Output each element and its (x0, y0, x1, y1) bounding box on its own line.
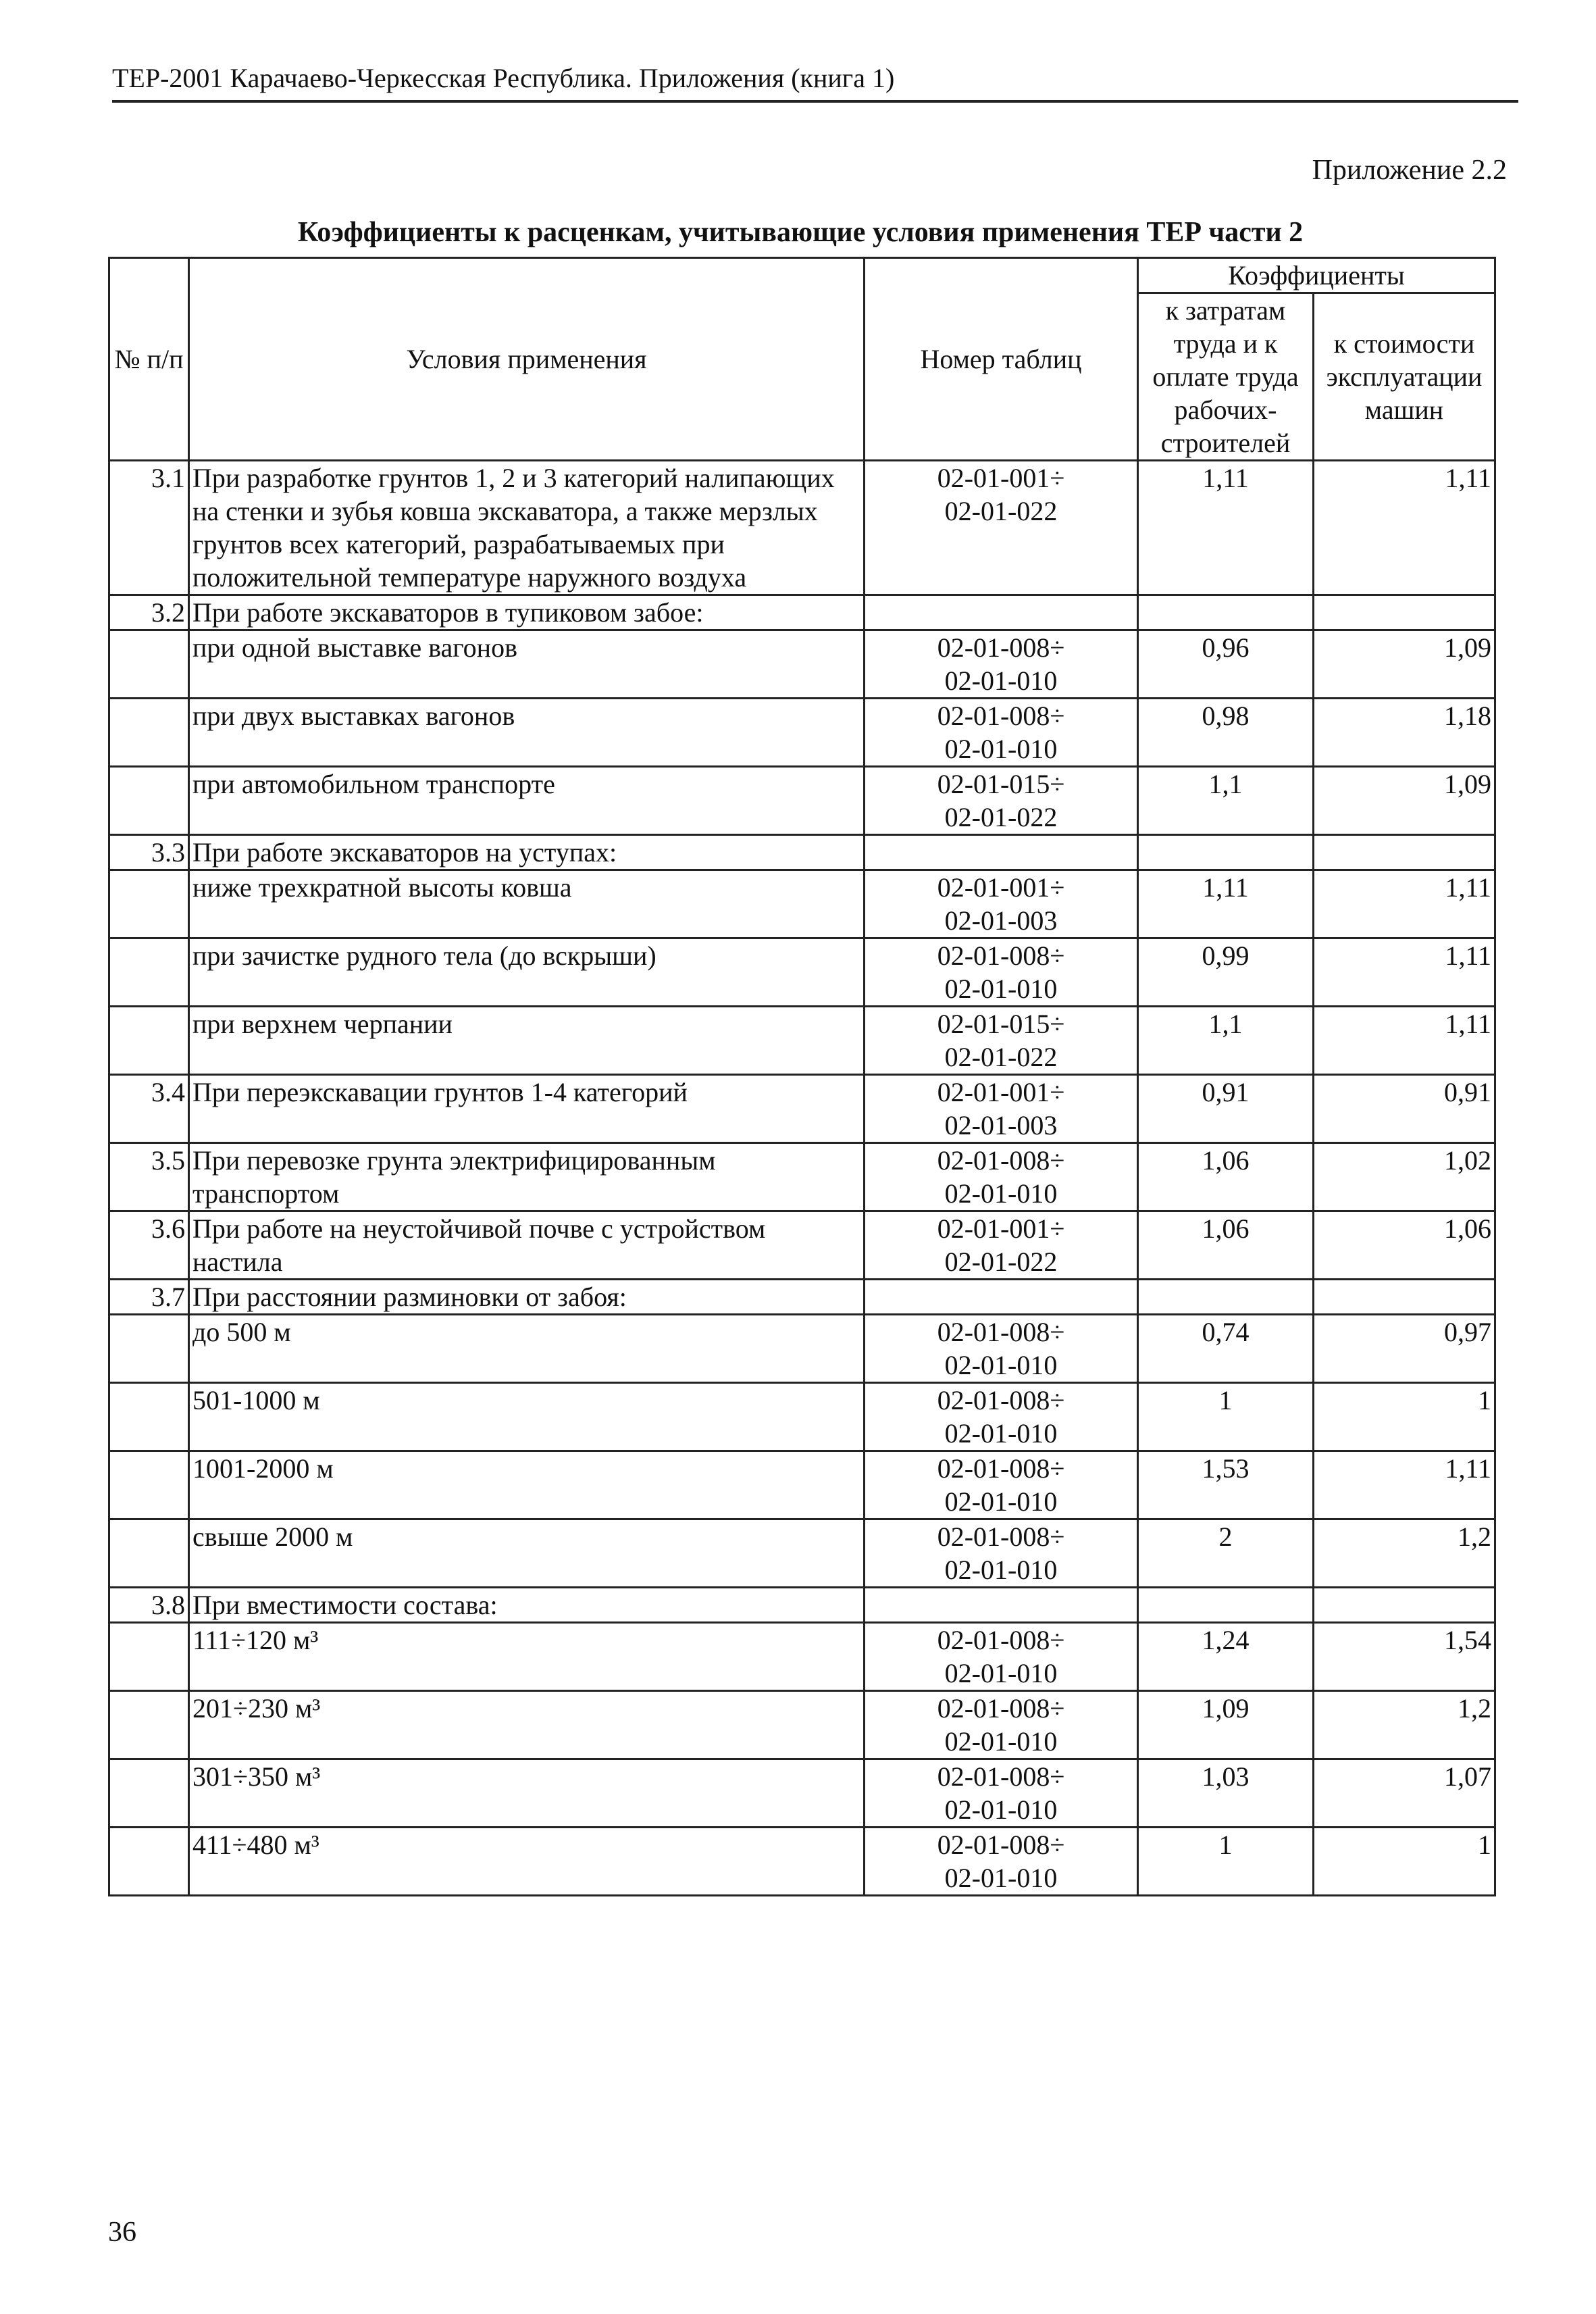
table-row (109, 1007, 1495, 1075)
row-machines-coefficient: 1,11 (1314, 461, 1495, 595)
row-condition: 301÷350 м³ (189, 1759, 865, 1828)
table-row (109, 461, 1495, 595)
table-row (109, 1075, 1495, 1143)
row-number: 3.3 (109, 835, 189, 870)
row-machines-coefficient: 1,18 (1314, 699, 1495, 767)
running-header-text: ТЕР-2001 Карачаево-Черкесская Республика. Приложения (книга 1) (112, 63, 895, 93)
table-row (109, 1280, 1495, 1315)
row-number (109, 1007, 189, 1075)
header-tables: Номер таблиц (865, 258, 1138, 461)
row-condition: При расстоянии разминовки от забоя: (189, 1280, 865, 1315)
header-labor: к затратам труда и к оплате труда рабочих-строителей (1138, 293, 1314, 461)
row-table-numbers: 02-01-008÷ 02-01-010 (865, 1759, 1138, 1828)
row-number (109, 1691, 189, 1759)
row-condition: При вместимости состава: (189, 1588, 865, 1623)
row-table-numbers (865, 1280, 1138, 1315)
row-condition: 1001-2000 м (189, 1451, 865, 1519)
page-number: 36 (108, 2217, 136, 2248)
table-row (109, 1315, 1495, 1383)
table-row (109, 1143, 1495, 1211)
row-machines-coefficient: 1,09 (1314, 767, 1495, 835)
row-number: 3.7 (109, 1280, 189, 1315)
row-table-numbers: 02-01-008÷ 02-01-010 (865, 938, 1138, 1007)
row-number (109, 1451, 189, 1519)
row-machines-coefficient: 1,07 (1314, 1759, 1495, 1828)
table-row (109, 630, 1495, 699)
table-row (109, 1383, 1495, 1451)
row-machines-coefficient: 1,11 (1314, 1007, 1495, 1075)
row-machines-coefficient (1314, 595, 1495, 630)
row-machines-coefficient: 1,2 (1314, 1691, 1495, 1759)
row-table-numbers: 02-01-008÷ 02-01-010 (865, 1451, 1138, 1519)
row-condition: 501-1000 м (189, 1383, 865, 1451)
row-machines-coefficient: 0,91 (1314, 1075, 1495, 1143)
row-condition: При работе экскаваторов в тупиковом забое: (189, 595, 865, 630)
row-condition: при одной выставке вагонов (189, 630, 865, 699)
table-row (109, 1691, 1495, 1759)
row-condition: при зачистке рудного тела (до вскрыши) (189, 938, 865, 1007)
row-table-numbers: 02-01-008÷ 02-01-010 (865, 1623, 1138, 1691)
row-table-numbers: 02-01-008÷ 02-01-010 (865, 630, 1138, 699)
table-title: Коэффициенты к расценкам, учитывающие условия применения ТЕР части 2 (297, 217, 1304, 248)
row-number (109, 1828, 189, 1896)
row-condition: до 500 м (189, 1315, 865, 1383)
row-number: 3.1 (109, 461, 189, 595)
row-labor-coefficient: 1,06 (1138, 1211, 1314, 1280)
row-labor-coefficient: 0,98 (1138, 699, 1314, 767)
row-machines-coefficient (1314, 835, 1495, 870)
row-labor-coefficient: 0,91 (1138, 1075, 1314, 1143)
row-table-numbers: 02-01-008÷ 02-01-010 (865, 1315, 1138, 1383)
row-condition: 111÷120 м³ (189, 1623, 865, 1691)
table-row (109, 1211, 1495, 1280)
row-number (109, 1623, 189, 1691)
row-condition: при автомобильном транспорте (189, 767, 865, 835)
row-number: 3.4 (109, 1075, 189, 1143)
table-row (109, 835, 1495, 870)
row-table-numbers: 02-01-008÷ 02-01-010 (865, 699, 1138, 767)
table-row (109, 1623, 1495, 1691)
row-machines-coefficient: 1,54 (1314, 1623, 1495, 1691)
table-row (109, 1588, 1495, 1623)
row-number: 3.5 (109, 1143, 189, 1211)
row-number: 3.8 (109, 1588, 189, 1623)
row-condition: ниже трехкратной высоты ковша (189, 870, 865, 938)
row-number (109, 1519, 189, 1588)
row-labor-coefficient: 0,99 (1138, 938, 1314, 1007)
table-row (109, 767, 1495, 835)
table-row (109, 1451, 1495, 1519)
coefficients-table (108, 257, 1496, 1896)
row-table-numbers (865, 1588, 1138, 1623)
row-labor-coefficient: 1 (1138, 1828, 1314, 1896)
row-machines-coefficient: 1,02 (1314, 1143, 1495, 1211)
row-labor-coefficient: 1,11 (1138, 870, 1314, 938)
row-labor-coefficient (1138, 835, 1314, 870)
table-row (109, 1828, 1495, 1896)
row-labor-coefficient (1138, 595, 1314, 630)
row-machines-coefficient: 1,06 (1314, 1211, 1495, 1280)
row-table-numbers: 02-01-008÷ 02-01-010 (865, 1828, 1138, 1896)
row-number: 3.2 (109, 595, 189, 630)
row-table-numbers: 02-01-001÷ 02-01-022 (865, 461, 1138, 595)
row-machines-coefficient (1314, 1588, 1495, 1623)
row-table-numbers: 02-01-015÷ 02-01-022 (865, 767, 1138, 835)
row-table-numbers: 02-01-008÷ 02-01-010 (865, 1383, 1138, 1451)
row-table-numbers: 02-01-008÷ 02-01-010 (865, 1519, 1138, 1588)
row-machines-coefficient: 0,97 (1314, 1315, 1495, 1383)
table-row (109, 699, 1495, 767)
row-machines-coefficient: 1,11 (1314, 938, 1495, 1007)
row-machines-coefficient: 1 (1314, 1828, 1495, 1896)
row-machines-coefficient: 1,11 (1314, 870, 1495, 938)
row-table-numbers: 02-01-001÷ 02-01-003 (865, 1075, 1138, 1143)
table-row (109, 595, 1495, 630)
row-machines-coefficient: 1,11 (1314, 1451, 1495, 1519)
row-table-numbers (865, 595, 1138, 630)
row-labor-coefficient: 1 (1138, 1383, 1314, 1451)
row-table-numbers: 02-01-001÷ 02-01-022 (865, 1211, 1138, 1280)
header-coefficients: Коэффициенты (1138, 258, 1495, 293)
row-number (109, 699, 189, 767)
row-number (109, 938, 189, 1007)
row-condition: 201÷230 м³ (189, 1691, 865, 1759)
row-table-numbers: 02-01-015÷ 02-01-022 (865, 1007, 1138, 1075)
row-labor-coefficient: 0,74 (1138, 1315, 1314, 1383)
table-row (109, 938, 1495, 1007)
row-number (109, 1315, 189, 1383)
row-labor-coefficient (1138, 1588, 1314, 1623)
row-condition: При работе экскаваторов на уступах: (189, 835, 865, 870)
header-conditions: Условия применения (189, 258, 865, 461)
table-row (109, 1519, 1495, 1588)
row-machines-coefficient: 1 (1314, 1383, 1495, 1451)
row-condition: При перевозке грунта электрифицированным транспортом (189, 1143, 865, 1211)
running-header (112, 59, 1518, 103)
row-labor-coefficient (1138, 1280, 1314, 1315)
row-labor-coefficient: 1,1 (1138, 767, 1314, 835)
table-body (109, 461, 1495, 1896)
row-condition: При разработке грунтов 1, 2 и 3 категорий налипающих на стенки и зубья ковша экскаватора, а также мерзлых грунтов всех категорий, разрабатываемых при положительной температуре наружного воздуха (189, 461, 865, 595)
row-condition: 411÷480 м³ (189, 1828, 865, 1896)
row-labor-coefficient: 1,24 (1138, 1623, 1314, 1691)
row-condition: При работе на неустойчивой почве с устройством настила (189, 1211, 865, 1280)
row-table-numbers: 02-01-008÷ 02-01-010 (865, 1143, 1138, 1211)
table-row (109, 870, 1495, 938)
row-machines-coefficient (1314, 1280, 1495, 1315)
row-table-numbers: 02-01-008÷ 02-01-010 (865, 1691, 1138, 1759)
row-labor-coefficient: 1,11 (1138, 461, 1314, 595)
row-labor-coefficient: 1,09 (1138, 1691, 1314, 1759)
row-number (109, 870, 189, 938)
row-condition: свыше 2000 м (189, 1519, 865, 1588)
row-labor-coefficient: 2 (1138, 1519, 1314, 1588)
row-machines-coefficient: 1,2 (1314, 1519, 1495, 1588)
row-table-numbers: 02-01-001÷ 02-01-003 (865, 870, 1138, 938)
row-condition: При переэкскавации грунтов 1-4 категорий (189, 1075, 865, 1143)
row-labor-coefficient: 1,06 (1138, 1143, 1314, 1211)
row-condition: при двух выставках вагонов (189, 699, 865, 767)
row-labor-coefficient: 1,53 (1138, 1451, 1314, 1519)
row-labor-coefficient: 0,96 (1138, 630, 1314, 699)
appendix-label: Приложение 2.2 (1312, 155, 1507, 186)
row-machines-coefficient: 1,09 (1314, 630, 1495, 699)
row-labor-coefficient: 1,03 (1138, 1759, 1314, 1828)
row-number (109, 1383, 189, 1451)
header-machines: к стоимости эксплуатации машин (1314, 293, 1495, 461)
row-condition: при верхнем черпании (189, 1007, 865, 1075)
row-labor-coefficient: 1,1 (1138, 1007, 1314, 1075)
row-number: 3.6 (109, 1211, 189, 1280)
row-number (109, 630, 189, 699)
row-table-numbers (865, 835, 1138, 870)
row-number (109, 767, 189, 835)
row-number (109, 1759, 189, 1828)
table-row (109, 1759, 1495, 1828)
header-num: № п/п (109, 258, 189, 461)
